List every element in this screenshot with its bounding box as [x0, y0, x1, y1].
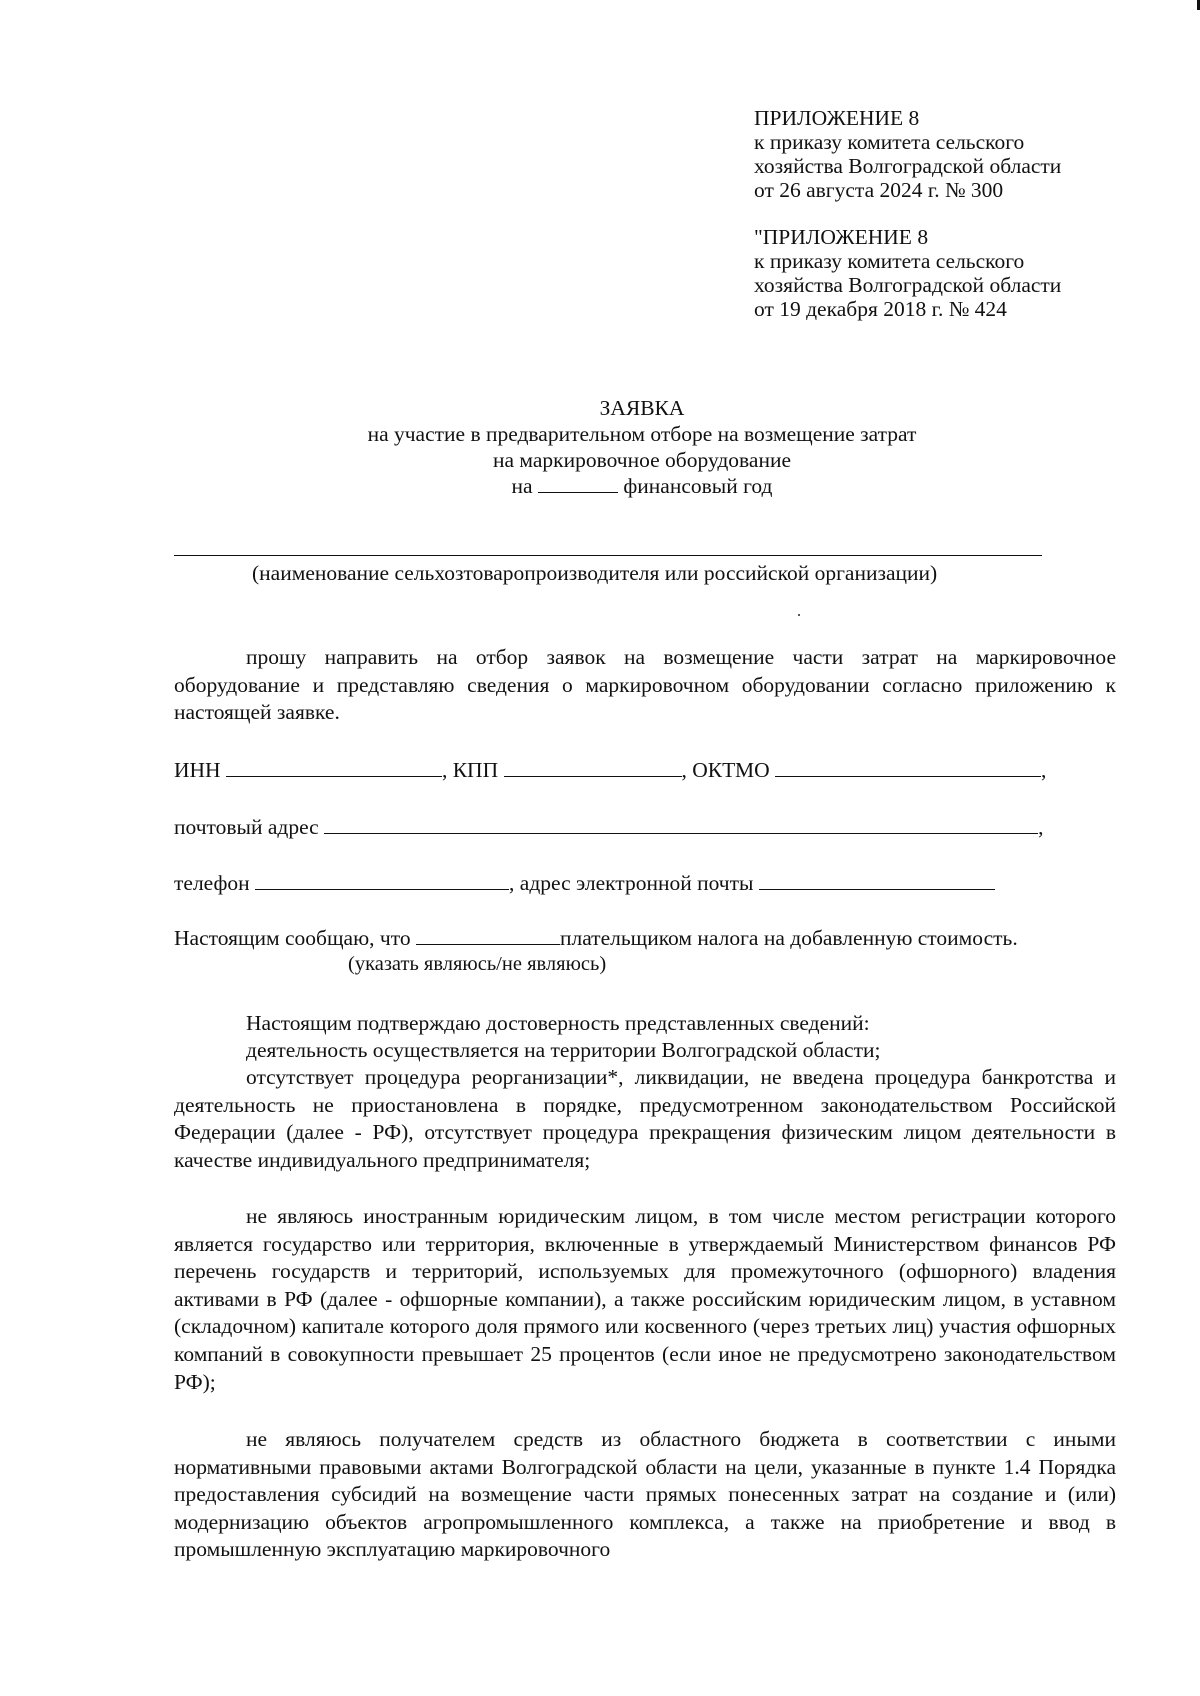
kpp-field[interactable] — [504, 758, 682, 777]
inn-field[interactable] — [226, 758, 442, 777]
address-row: почтовый адрес , — [174, 815, 1044, 839]
oktmo-label: , ОКТМО — [681, 758, 770, 782]
appendix-title: "ПРИЛОЖЕНИЕ 8 — [754, 225, 929, 249]
form-subtitle: на участие в предварительном отборе на возмещение затрат — [367, 422, 917, 446]
form-title: ЗАЯВКА — [599, 396, 685, 420]
confirm-offshore: не являюсь иностранным юридическим лицом, в том числе местом регистрации которого является государство или территория, включенные в утверждаемый Министерством финансов РФ перечень государств и территорий, используемых для промежуточного (офшорного) владения активами в РФ (далее - офшорные компании), а также российским юридическим лицом, в уставном (складочном) капитале которого доля прямого или косвенного (через третьих лиц) участия офшорных компаний в совокупности превышает 25 процентов (если иное не предусмотрено законодательством РФ); — [174, 1204, 1116, 1394]
phone-label: телефон — [174, 871, 250, 895]
form-title-block — [0, 395, 1200, 499]
financial-year-line: на финансовый год — [511, 474, 773, 498]
appendix-title: ПРИЛОЖЕНИЕ 8 — [754, 106, 920, 130]
appendix-line: от 19 декабря 2018 г. № 424 — [754, 297, 1007, 321]
oktmo-field[interactable] — [775, 758, 1041, 777]
inn-row: ИНН , КПП , ОКТМО , — [174, 758, 1047, 782]
appendix-line: к приказу комитета сельского — [754, 130, 1025, 154]
confirm-territory: деятельность осуществляется на территории Волгоградской области; — [246, 1038, 881, 1062]
appendix-line: к приказу комитета сельского — [754, 249, 1025, 273]
applicant-name-blank[interactable] — [174, 555, 1042, 556]
email-field[interactable] — [759, 871, 995, 890]
appendix-header-current — [754, 106, 1061, 202]
kpp-label: , КПП — [441, 758, 499, 782]
vat-suffix: плательщиком налога на добавленную стоимость. — [559, 926, 1018, 950]
vat-row — [174, 926, 1018, 950]
confirm-intro: Настоящим подтверждаю достоверность представленных сведений: — [246, 1011, 870, 1035]
form-subtitle: на маркировочное оборудование — [492, 448, 792, 472]
vat-prefix: Настоящим сообщаю, что — [174, 926, 411, 950]
appendix-line: от 26 августа 2024 г. № 300 — [754, 178, 1004, 202]
email-label: , адрес электронной почты — [509, 871, 754, 895]
address-field[interactable] — [324, 815, 1038, 834]
vat-status-field[interactable] — [416, 926, 560, 945]
applicant-name-caption: (наименование сельхозтоваропроизводителя или российской организации) — [252, 561, 938, 585]
inn-label: ИНН — [174, 758, 221, 782]
scan-speck — [798, 614, 800, 616]
phone-field[interactable] — [255, 871, 509, 890]
confirm-reorganization: отсутствует процедура реорганизации*, ликвидации, не введена процедура банкротства и деятельность не приостановлена в порядке, предусмотренном законодательством Российской Федерации (далее - РФ), отсутствует процедура прекращения физическим лицом деятельности в качестве индивидуального предпринимателя; — [174, 1065, 1116, 1172]
appendix-header-original — [754, 225, 1061, 321]
appendix-line: хозяйства Волгоградской области — [754, 273, 1062, 297]
year-blank[interactable] — [538, 474, 618, 493]
vat-caption: (указать являюсь/не являюсь) — [348, 953, 607, 975]
address-label: почтовый адрес — [174, 815, 319, 839]
confirm-budget: не являюсь получателем средств из областного бюджета в соответствии с иными нормативными правовыми актами Волгоградской области на цели, указанные в пункте 1.4 Порядка предоставления субсидий на возмещение части прямых понесенных затрат на создание и (или) модернизацию объектов агропромышленного комплекса, а также на приобретение и ввод в промышленную эксплуатацию маркировочного — [174, 1427, 1116, 1562]
request-paragraph: прошу направить на отбор заявок на возмещение части затрат на маркировочное оборудование и представляю сведения о маркировочном оборудовании согласно приложению к настоящей заявке. — [174, 645, 1116, 725]
appendix-line: хозяйства Волгоградской области — [754, 154, 1062, 178]
contact-row — [174, 871, 995, 895]
